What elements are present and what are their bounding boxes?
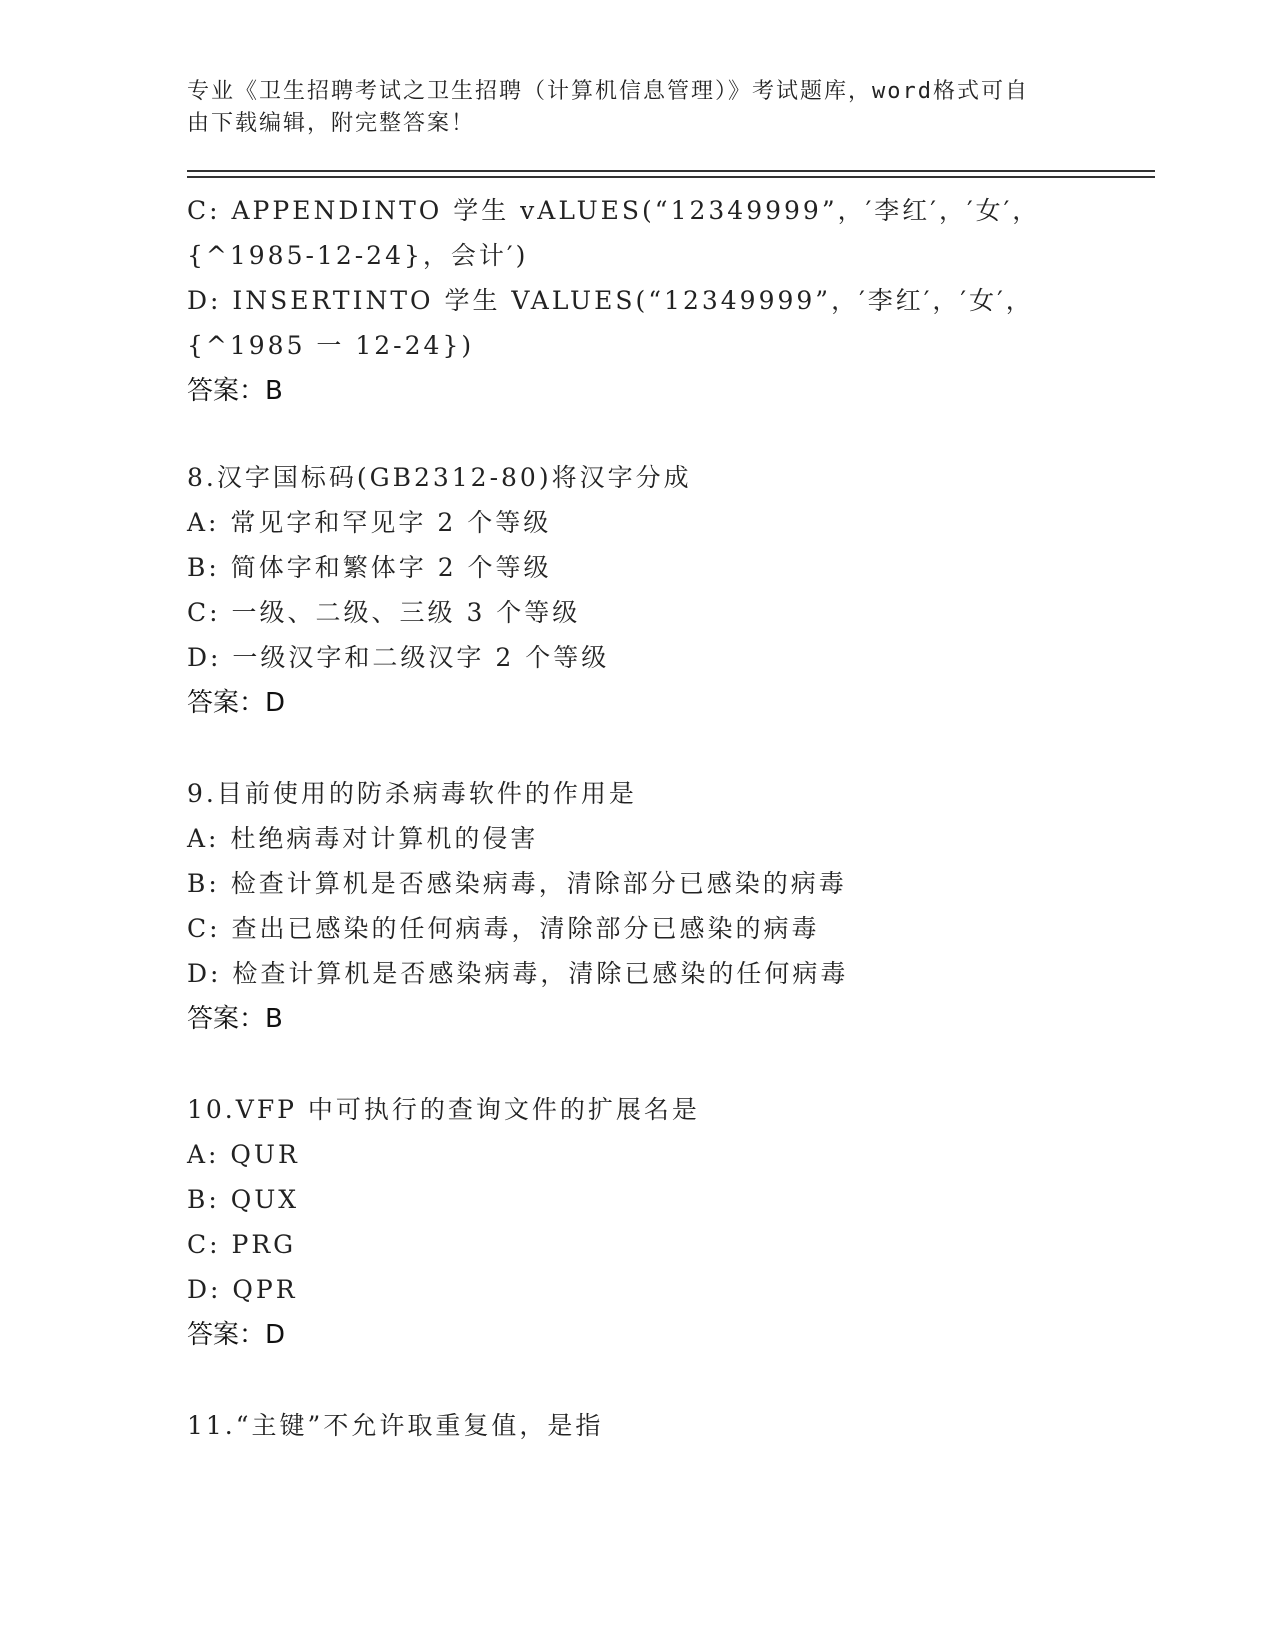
header-rule-bottom bbox=[187, 176, 1155, 178]
answer-prev: 答案：B bbox=[187, 376, 283, 406]
question-9-option-a: A: 杜绝病毒对计算机的侵害 bbox=[187, 824, 539, 853]
header-rule-top bbox=[187, 170, 1155, 172]
question-8-answer: 答案：D bbox=[187, 688, 286, 718]
question-8-option-b: B: 简体字和繁体字 2 个等级 bbox=[187, 553, 552, 582]
header-line-1: 专业《卫生招聘考试之卫生招聘（计算机信息管理）》考试题库，word格式可自 bbox=[187, 79, 1029, 104]
question-9-option-d: D: 检查计算机是否感染病毒，清除已感染的任何病毒 bbox=[187, 959, 849, 988]
question-10-option-d: D: QPR bbox=[187, 1275, 298, 1304]
question-11-stem: 11.“主键”不允许取重复值，是指 bbox=[187, 1411, 604, 1440]
option-c-line-1: C: APPENDINTO 学生 vALUES(“12349999”，′李红′，′女′， bbox=[187, 196, 1041, 225]
question-10-answer: 答案：D bbox=[187, 1320, 286, 1350]
question-8-option-a: A: 常见字和罕见字 2 个等级 bbox=[187, 508, 552, 537]
question-10-stem: 10.VFP 中可执行的查询文件的扩展名是 bbox=[187, 1095, 700, 1124]
question-8-option-d: D: 一级汉字和二级汉字 2 个等级 bbox=[187, 643, 610, 672]
question-10-option-b: B: QUX bbox=[187, 1185, 300, 1214]
question-8-stem: 8.汉字国标码(GB2312-80)将汉字分成 bbox=[187, 463, 692, 492]
question-9-answer: 答案：B bbox=[187, 1004, 283, 1034]
question-9-option-b: B: 检查计算机是否感染病毒，清除部分已感染的病毒 bbox=[187, 869, 847, 898]
question-10-option-a: A: QUR bbox=[187, 1140, 300, 1169]
question-9-option-c: C: 查出已感染的任何病毒，清除部分已感染的病毒 bbox=[187, 914, 820, 943]
question-9-stem: 9.目前使用的防杀病毒软件的作用是 bbox=[187, 779, 637, 808]
header-line-2: 由下载编辑，附完整答案！ bbox=[187, 111, 476, 136]
option-c-line-2: {^1985-12-24}，会计′) bbox=[187, 241, 529, 270]
option-d-line-1: D: INSERTINTO 学生 VALUES(“12349999”，′李红′，′女′， bbox=[187, 286, 1034, 315]
question-10-option-c: C: PRG bbox=[187, 1230, 297, 1259]
option-d-line-2: {^1985 一 12-24}) bbox=[187, 331, 475, 360]
question-8-option-c: C: 一级、二级、三级 3 个等级 bbox=[187, 598, 581, 627]
